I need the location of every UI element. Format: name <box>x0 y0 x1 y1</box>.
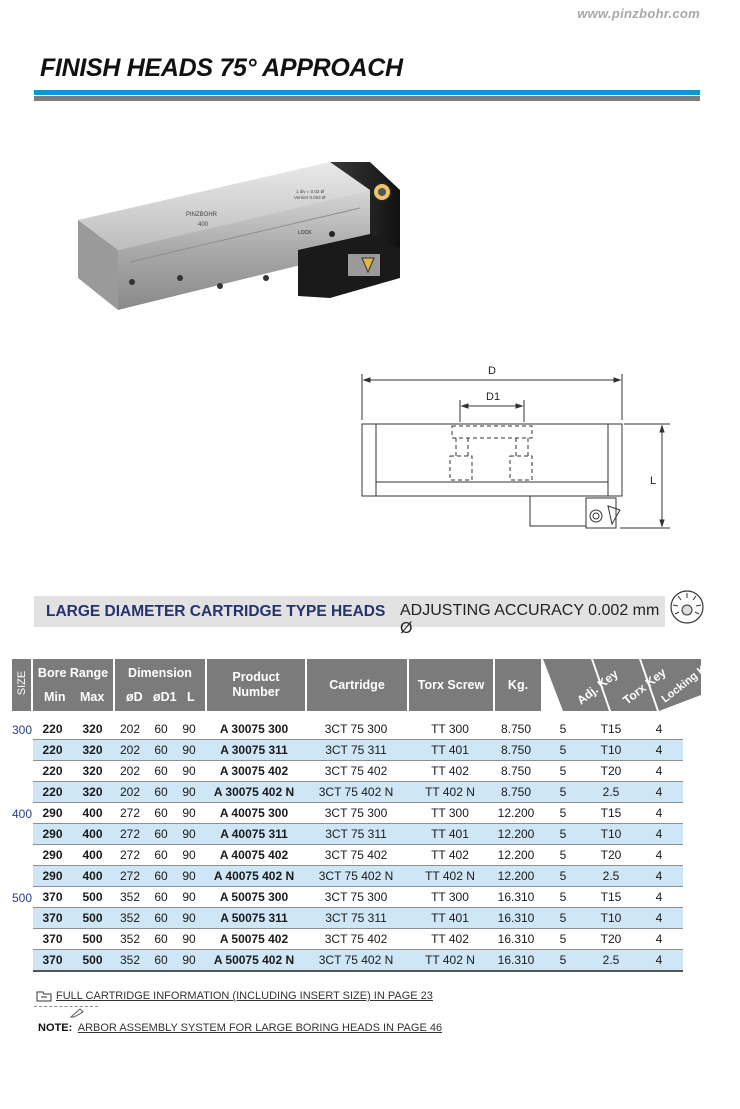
size-cell <box>12 929 33 950</box>
cell-lock: 4 <box>635 740 683 761</box>
section-header <box>34 596 665 637</box>
table-row <box>12 887 700 908</box>
cell-cartridge: 3CT 75 402 N <box>305 866 407 887</box>
cell-l: 90 <box>175 866 203 887</box>
cell-min: 220 <box>33 782 72 803</box>
row-spacer <box>683 866 700 887</box>
engraving-dial-2: Vernier 0.002 Ø <box>294 195 326 200</box>
cell-torx: TT 401 <box>407 824 493 845</box>
row-spacer <box>683 803 700 824</box>
engraving-dial-1: 1 div = 0.02 Ø <box>296 189 325 194</box>
cell-kg: 8.750 <box>493 761 539 782</box>
cell-lock: 4 <box>635 719 683 740</box>
cell-torxkey: 2.5 <box>587 866 635 887</box>
cell-min: 370 <box>33 908 72 929</box>
table-row <box>12 824 700 845</box>
cell-adj: 5 <box>539 719 587 740</box>
cell-l: 90 <box>175 782 203 803</box>
row-spacer <box>683 782 700 803</box>
cell-kg: 16.310 <box>493 908 539 929</box>
table-row <box>12 803 700 824</box>
title-underline-gray <box>34 96 700 101</box>
cell-lock: 4 <box>635 929 683 950</box>
section-subtitle: ADJUSTING ACCURACY 0.002 mm Ø <box>400 602 660 637</box>
cell-max: 320 <box>72 740 113 761</box>
cell-l: 90 <box>175 761 203 782</box>
row-spacer <box>683 908 700 929</box>
row-spacer <box>683 761 700 782</box>
torx-screw-header: Torx Screw <box>409 659 493 711</box>
size-cell <box>12 950 33 972</box>
cell-torx: TT 300 <box>407 887 493 908</box>
cell-l: 90 <box>175 719 203 740</box>
cell-l: 90 <box>175 740 203 761</box>
cell-torx: TT 402 <box>407 929 493 950</box>
cell-torxkey: 2.5 <box>587 950 635 972</box>
cell-torx: TT 401 <box>407 740 493 761</box>
engraving-model: 400 <box>198 222 209 228</box>
size-header: SIZE <box>12 659 31 711</box>
dimension-header: Dimension øD øD1 L <box>115 659 205 711</box>
cell-min: 290 <box>33 845 72 866</box>
cell-torx: TT 401 <box>407 908 493 929</box>
cell-lock: 4 <box>635 950 683 972</box>
cell-product: A 30075 311 <box>203 740 305 761</box>
cell-adj: 5 <box>539 845 587 866</box>
cell-d1: 60 <box>147 887 175 908</box>
cell-torxkey: T20 <box>587 761 635 782</box>
cell-d: 352 <box>113 929 147 950</box>
cell-lock: 4 <box>635 887 683 908</box>
cell-product: A 30075 300 <box>203 719 305 740</box>
engraving-brand: PINZBOHR <box>186 212 218 218</box>
cell-torx: TT 402 N <box>407 866 493 887</box>
cell-max: 500 <box>72 908 113 929</box>
table-row <box>12 845 700 866</box>
cell-d1: 60 <box>147 803 175 824</box>
cell-product: A 50075 402 N <box>203 950 305 972</box>
cell-cartridge: 3CT 75 300 <box>305 803 407 824</box>
section-title: LARGE DIAMETER CARTRIDGE TYPE HEADS <box>46 603 386 620</box>
cell-torxkey: T15 <box>587 887 635 908</box>
cell-lock: 4 <box>635 866 683 887</box>
cell-lock: 4 <box>635 908 683 929</box>
cell-product: A 40075 311 <box>203 824 305 845</box>
table-header <box>12 655 719 711</box>
cell-cartridge: 3CT 75 311 <box>305 908 407 929</box>
size-cell: 300 <box>12 722 33 737</box>
cell-d1: 60 <box>147 761 175 782</box>
row-spacer <box>683 845 700 866</box>
cell-torxkey: T10 <box>587 908 635 929</box>
cell-min: 290 <box>33 866 72 887</box>
cartridge-info-note: FULL CARTRIDGE INFORMATION (INCLUDING INSERT SIZE) IN PAGE 23 <box>56 990 433 1002</box>
table-row <box>12 950 700 972</box>
size-cell <box>12 866 33 887</box>
cell-d: 272 <box>113 845 147 866</box>
table-row <box>12 740 700 761</box>
cell-l: 90 <box>175 803 203 824</box>
cell-torxkey: T15 <box>587 719 635 740</box>
size-cell <box>12 761 33 782</box>
cell-product: A 30075 402 <box>203 761 305 782</box>
cell-product: A 40075 300 <box>203 803 305 824</box>
cell-adj: 5 <box>539 887 587 908</box>
cell-adj: 5 <box>539 929 587 950</box>
cell-kg: 16.310 <box>493 950 539 972</box>
cell-lock: 4 <box>635 761 683 782</box>
cell-cartridge: 3CT 75 402 N <box>305 782 407 803</box>
cell-kg: 16.310 <box>493 887 539 908</box>
cell-min: 220 <box>33 761 72 782</box>
cell-torx: TT 402 <box>407 845 493 866</box>
cell-adj: 5 <box>539 761 587 782</box>
cell-max: 400 <box>72 845 113 866</box>
cell-torx: TT 300 <box>407 719 493 740</box>
cell-torxkey: T10 <box>587 824 635 845</box>
technical-drawing <box>350 360 680 540</box>
cell-max: 500 <box>72 887 113 908</box>
cell-d: 352 <box>113 950 147 972</box>
footer-divider <box>34 1006 98 1007</box>
cell-d: 202 <box>113 740 147 761</box>
cell-cartridge: 3CT 75 402 <box>305 845 407 866</box>
cell-min: 290 <box>33 824 72 845</box>
cell-product: A 50075 311 <box>203 908 305 929</box>
spec-table <box>12 719 700 972</box>
cell-torxkey: T10 <box>587 740 635 761</box>
cell-torxkey: T20 <box>587 929 635 950</box>
cell-d: 272 <box>113 803 147 824</box>
cell-d1: 60 <box>147 782 175 803</box>
cell-d1: 60 <box>147 929 175 950</box>
cell-product: A 50075 300 <box>203 887 305 908</box>
cell-l: 90 <box>175 908 203 929</box>
cell-max: 500 <box>72 950 113 972</box>
cell-kg: 16.310 <box>493 929 539 950</box>
cell-d: 202 <box>113 719 147 740</box>
drawing-label-d1: D1 <box>486 391 501 403</box>
note-label: NOTE <box>38 1022 69 1034</box>
cell-kg: 12.200 <box>493 824 539 845</box>
arbor-assembly-note: NOTE: ARBOR ASSEMBLY SYSTEM FOR LARGE BORING HEADS IN PAGE 46 <box>38 1022 443 1034</box>
table-row <box>12 908 700 929</box>
cell-max: 320 <box>72 761 113 782</box>
table-row <box>12 782 700 803</box>
cell-cartridge: 3CT 75 300 <box>305 719 407 740</box>
cell-adj: 5 <box>539 950 587 972</box>
row-spacer <box>683 740 700 761</box>
torx-key-header: Torx Key <box>620 665 669 708</box>
cell-min: 370 <box>33 929 72 950</box>
finish-head-product-image <box>70 150 420 330</box>
cell-torxkey: T20 <box>587 845 635 866</box>
cell-max: 320 <box>72 719 113 740</box>
cell-d: 202 <box>113 782 147 803</box>
cell-product: A 30075 402 N <box>203 782 305 803</box>
cell-d: 202 <box>113 761 147 782</box>
product-number-header: Product Number <box>207 659 305 711</box>
cell-max: 320 <box>72 782 113 803</box>
engraving-lock: LOCK <box>298 230 312 236</box>
table-row <box>12 761 700 782</box>
row-spacer <box>683 929 700 950</box>
cell-max: 400 <box>72 803 113 824</box>
cell-l: 90 <box>175 950 203 972</box>
row-spacer <box>683 887 700 908</box>
cell-lock: 4 <box>635 845 683 866</box>
table-row <box>12 866 700 887</box>
cell-cartridge: 3CT 75 311 <box>305 740 407 761</box>
key-headers <box>541 655 719 711</box>
cell-adj: 5 <box>539 782 587 803</box>
cell-torx: TT 300 <box>407 803 493 824</box>
cell-min: 220 <box>33 719 72 740</box>
cartridge-header: Cartridge <box>307 659 407 711</box>
drawing-label-d: D <box>488 365 496 377</box>
cell-max: 400 <box>72 824 113 845</box>
row-spacer <box>683 824 700 845</box>
cell-product: A 50075 402 <box>203 929 305 950</box>
cell-adj: 5 <box>539 908 587 929</box>
size-cell <box>12 824 33 845</box>
cell-d1: 60 <box>147 845 175 866</box>
cell-adj: 5 <box>539 824 587 845</box>
size-cell: 400 <box>12 806 33 821</box>
cell-min: 370 <box>33 887 72 908</box>
cell-cartridge: 3CT 75 311 <box>305 824 407 845</box>
cell-l: 90 <box>175 887 203 908</box>
cell-kg: 12.200 <box>493 803 539 824</box>
cell-d1: 60 <box>147 866 175 887</box>
cell-max: 500 <box>72 929 113 950</box>
cell-d: 272 <box>113 866 147 887</box>
pencil-icon <box>70 1008 84 1018</box>
cell-d: 352 <box>113 908 147 929</box>
cell-torxkey: 2.5 <box>587 782 635 803</box>
kg-header: Kg. <box>495 659 541 711</box>
cell-kg: 12.200 <box>493 845 539 866</box>
cell-cartridge: 3CT 75 402 <box>305 761 407 782</box>
cell-d1: 60 <box>147 824 175 845</box>
cell-cartridge: 3CT 75 402 N <box>305 950 407 972</box>
book-icon <box>36 990 52 1002</box>
cell-lock: 4 <box>635 803 683 824</box>
locking-key-header: Locking Key <box>659 655 719 706</box>
cell-d1: 60 <box>147 740 175 761</box>
size-cell: 500 <box>12 890 33 905</box>
cell-l: 90 <box>175 824 203 845</box>
cell-product: A 40075 402 N <box>203 866 305 887</box>
cell-torxkey: T15 <box>587 803 635 824</box>
cell-lock: 4 <box>635 824 683 845</box>
cell-adj: 5 <box>539 803 587 824</box>
size-cell <box>12 740 33 761</box>
cell-kg: 8.750 <box>493 782 539 803</box>
cell-product: A 40075 402 <box>203 845 305 866</box>
cell-adj: 5 <box>539 866 587 887</box>
cell-d1: 60 <box>147 950 175 972</box>
cell-d1: 60 <box>147 908 175 929</box>
cell-lock: 4 <box>635 782 683 803</box>
cell-max: 400 <box>72 866 113 887</box>
cell-min: 290 <box>33 803 72 824</box>
adjusting-dial-icon <box>668 588 706 626</box>
row-spacer <box>683 950 700 972</box>
cell-cartridge: 3CT 75 300 <box>305 887 407 908</box>
page-title: FINISH HEADS 75° APPROACH <box>40 54 403 82</box>
website-url: www.pinzbohr.com <box>577 6 700 21</box>
note-text: ARBOR ASSEMBLY SYSTEM FOR LARGE BORING HEADS IN PAGE 46 <box>77 1022 443 1034</box>
title-underline-blue <box>34 90 700 95</box>
size-cell <box>12 845 33 866</box>
row-spacer <box>683 719 700 740</box>
cell-adj: 5 <box>539 740 587 761</box>
size-cell <box>12 908 33 929</box>
cell-torx: TT 402 N <box>407 950 493 972</box>
cell-torx: TT 402 N <box>407 782 493 803</box>
drawing-label-l: L <box>650 475 657 487</box>
adj-key-header: Adj. Key <box>574 666 621 708</box>
cell-kg: 8.750 <box>493 719 539 740</box>
table-row <box>12 719 700 740</box>
cell-d: 352 <box>113 887 147 908</box>
cell-d1: 60 <box>147 719 175 740</box>
table-row <box>12 929 700 950</box>
bore-range-header: Bore Range Min Max <box>33 659 113 711</box>
size-cell <box>12 782 33 803</box>
cell-cartridge: 3CT 75 402 <box>305 929 407 950</box>
cell-l: 90 <box>175 929 203 950</box>
cell-l: 90 <box>175 845 203 866</box>
cell-kg: 8.750 <box>493 740 539 761</box>
cell-kg: 12.200 <box>493 866 539 887</box>
cell-min: 370 <box>33 950 72 972</box>
cell-torx: TT 402 <box>407 761 493 782</box>
cell-d: 272 <box>113 824 147 845</box>
cell-min: 220 <box>33 740 72 761</box>
